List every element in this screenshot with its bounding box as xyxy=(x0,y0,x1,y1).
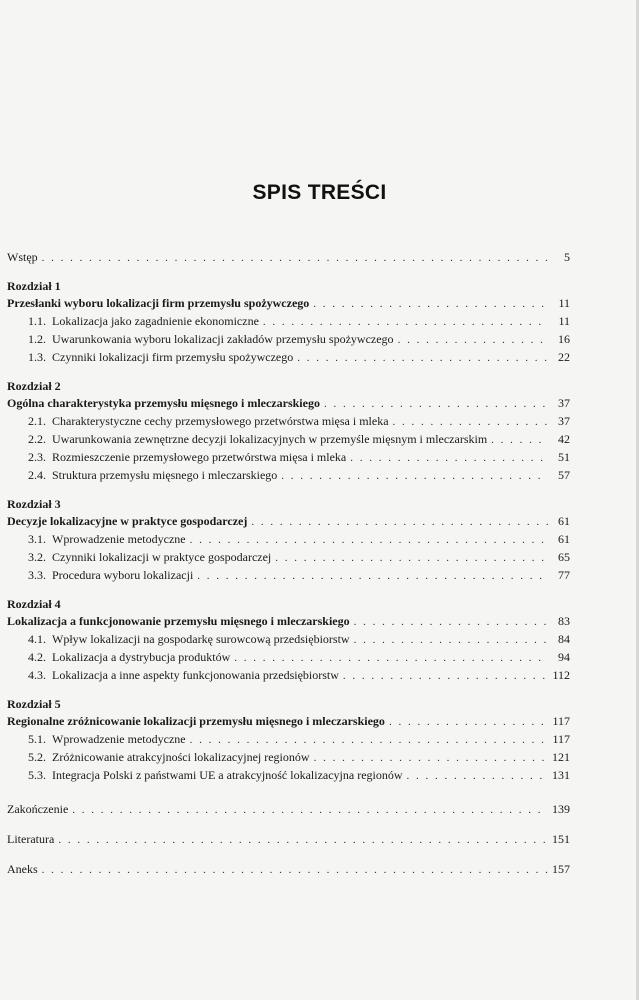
toc-entry-annex[interactable] xyxy=(7,860,570,878)
entry-page: 51 xyxy=(558,450,570,464)
dot-leader xyxy=(263,313,548,331)
dot-leader xyxy=(72,801,548,819)
section-entry[interactable] xyxy=(7,430,570,448)
section-number: 3.2. xyxy=(28,550,46,564)
section-title: Wprowadzenie metodyczne xyxy=(52,532,186,546)
dot-leader xyxy=(314,749,548,767)
entry-page: 77 xyxy=(558,568,570,582)
section-title: Lokalizacja jako zagadnienie ekonomiczne xyxy=(52,314,259,328)
entry-page: 37 xyxy=(558,396,570,410)
section-entry[interactable] xyxy=(7,530,570,548)
entry-page: 11 xyxy=(558,296,570,310)
chapter-title: Ogólna charakterystyka przemysłu mięsnego i mleczarskiego xyxy=(7,396,320,410)
section-title: Procedura wyboru lokalizacji xyxy=(52,568,194,582)
section-title: Wpływ lokalizacji na gospodarkę surowcową przedsiębiorstw xyxy=(52,632,350,646)
section-entry[interactable] xyxy=(7,566,570,584)
chapter-4 xyxy=(7,596,570,684)
dot-leader xyxy=(354,613,548,631)
section-entry[interactable] xyxy=(7,630,570,648)
chapter-2 xyxy=(7,378,570,484)
section-number: 5.3. xyxy=(28,768,46,782)
entry-page: 16 xyxy=(558,332,570,346)
chapter-label: Rozdział 3 xyxy=(7,497,61,511)
entry-page: 37 xyxy=(558,414,570,428)
toc-entry-intro[interactable] xyxy=(7,248,570,266)
dot-leader xyxy=(297,349,548,367)
section-title: Wprowadzenie metodyczne xyxy=(52,732,186,746)
section-title: Lokalizacja a dystrybucja produktów xyxy=(52,650,231,664)
section-title: Uwarunkowania wyboru lokalizacji zakładów przemysłu spożywczego xyxy=(52,332,394,346)
dot-leader xyxy=(350,449,548,467)
dot-leader xyxy=(275,549,548,567)
section-number: 1.2. xyxy=(28,332,46,346)
entry-label: Aneks xyxy=(7,862,38,876)
dot-leader xyxy=(42,249,548,267)
chapter-1 xyxy=(7,278,570,366)
section-number: 4.3. xyxy=(28,668,46,682)
chapter-label: Rozdział 1 xyxy=(7,279,61,293)
section-number: 3.1. xyxy=(28,532,46,546)
chapter-title-entry[interactable] xyxy=(7,712,570,730)
chapter-title-entry[interactable] xyxy=(7,512,570,530)
dot-leader xyxy=(281,467,548,485)
section-number: 1.3. xyxy=(28,350,46,364)
section-entry[interactable] xyxy=(7,448,570,466)
dot-leader xyxy=(389,713,548,731)
entry-page: 22 xyxy=(558,350,570,364)
section-number: 2.1. xyxy=(28,414,46,428)
chapter-title: Regionalne zróżnicowanie lokalizacji przemysłu mięsnego i mleczarskiego xyxy=(7,714,385,728)
table-of-contents xyxy=(7,248,570,878)
chapter-title: Decyzje lokalizacyjne w praktyce gospodarczej xyxy=(7,514,248,528)
section-number: 2.3. xyxy=(28,450,46,464)
section-number: 1.1. xyxy=(28,314,46,328)
dot-leader xyxy=(234,649,548,667)
entry-page: 61 xyxy=(558,514,570,528)
section-entry[interactable] xyxy=(7,748,570,766)
section-number: 2.4. xyxy=(28,468,46,482)
chapter-title-entry[interactable] xyxy=(7,612,570,630)
section-number: 3.3. xyxy=(28,568,46,582)
chapter-label: Rozdział 5 xyxy=(7,697,61,711)
section-number: 4.1. xyxy=(28,632,46,646)
section-entry[interactable] xyxy=(7,648,570,666)
chapter-title: Lokalizacja a funkcjonowanie przemysłu mięsnego i mleczarskiego xyxy=(7,614,350,628)
toc-entry-conclusion[interactable] xyxy=(7,800,570,818)
entry-page: 151 xyxy=(552,832,570,846)
entry-page: 139 xyxy=(552,802,570,816)
section-entry[interactable] xyxy=(7,730,570,748)
section-entry[interactable] xyxy=(7,766,570,784)
section-title: Czynniki lokalizacji w praktyce gospodarczej xyxy=(52,550,272,564)
chapter-5 xyxy=(7,696,570,784)
section-entry[interactable] xyxy=(7,330,570,348)
entry-page: 42 xyxy=(558,432,570,446)
entry-label: Wstęp xyxy=(7,250,38,264)
chapter-label: Rozdział 4 xyxy=(7,597,61,611)
chapter-title-entry[interactable] xyxy=(7,394,570,412)
section-title: Uwarunkowania zewnętrzne decyzji lokalizacyjnych w przemyśle mięsnym i mleczarskim xyxy=(52,432,488,446)
entry-page: 94 xyxy=(558,650,570,664)
entry-label: Literatura xyxy=(7,832,55,846)
dot-leader xyxy=(324,395,548,413)
entry-page: 112 xyxy=(552,668,570,682)
dot-leader xyxy=(491,431,548,449)
dot-leader xyxy=(190,731,548,749)
dot-leader xyxy=(251,513,548,531)
chapter-3 xyxy=(7,496,570,584)
toc-entry-literature[interactable] xyxy=(7,830,570,848)
section-title: Integracja Polski z państwami UE a atrakcyjność lokalizacyjna regionów xyxy=(52,768,403,782)
entry-page: 121 xyxy=(552,750,570,764)
entry-page: 83 xyxy=(558,614,570,628)
entry-page: 84 xyxy=(558,632,570,646)
page-title: SPIS TREŚCI xyxy=(252,181,387,204)
section-entry[interactable] xyxy=(7,312,570,330)
dot-leader xyxy=(354,631,548,649)
dot-leader xyxy=(42,861,548,879)
dot-leader xyxy=(407,767,548,785)
section-title: Charakterystyczne cechy przemysłowego przetwórstwa mięsa i mleka xyxy=(52,414,389,428)
entry-page: 11 xyxy=(558,314,570,328)
entry-page: 61 xyxy=(558,532,570,546)
section-number: 4.2. xyxy=(28,650,46,664)
section-title: Lokalizacja a inne aspekty funkcjonowania przedsiębiorstw xyxy=(52,668,339,682)
entry-label: Zakończenie xyxy=(7,802,69,816)
chapter-title: Przesłanki wyboru lokalizacji firm przemysłu spożywczego xyxy=(7,296,310,310)
section-title: Czynniki lokalizacji firm przemysłu spożywczego xyxy=(52,350,294,364)
section-entry[interactable] xyxy=(7,412,570,430)
section-entry[interactable] xyxy=(7,666,570,684)
entry-page: 117 xyxy=(552,732,570,746)
section-title: Zróżnicowanie atrakcyjności lokalizacyjnej regionów xyxy=(52,750,310,764)
section-number: 2.2. xyxy=(28,432,46,446)
entry-page: 5 xyxy=(564,250,570,264)
dot-leader xyxy=(58,831,548,849)
entry-page: 65 xyxy=(558,550,570,564)
dot-leader xyxy=(343,667,548,685)
dot-leader xyxy=(197,567,548,585)
dot-leader xyxy=(190,531,548,549)
dot-leader xyxy=(398,331,548,349)
entry-page: 57 xyxy=(558,468,570,482)
entry-page: 157 xyxy=(552,862,570,876)
section-number: 5.2. xyxy=(28,750,46,764)
dot-leader xyxy=(393,413,548,431)
section-entry[interactable] xyxy=(7,348,570,366)
entry-page: 131 xyxy=(552,768,570,782)
section-entry[interactable] xyxy=(7,466,570,484)
section-title: Struktura przemysłu mięsnego i mleczarskiego xyxy=(52,468,278,482)
chapter-title-entry[interactable] xyxy=(7,294,570,312)
entry-page: 117 xyxy=(552,714,570,728)
section-entry[interactable] xyxy=(7,548,570,566)
section-number: 5.1. xyxy=(28,732,46,746)
section-title: Rozmieszczenie przemysłowego przetwórstwa mięsa i mleka xyxy=(52,450,347,464)
chapter-label: Rozdział 2 xyxy=(7,379,61,393)
dot-leader xyxy=(313,295,548,313)
